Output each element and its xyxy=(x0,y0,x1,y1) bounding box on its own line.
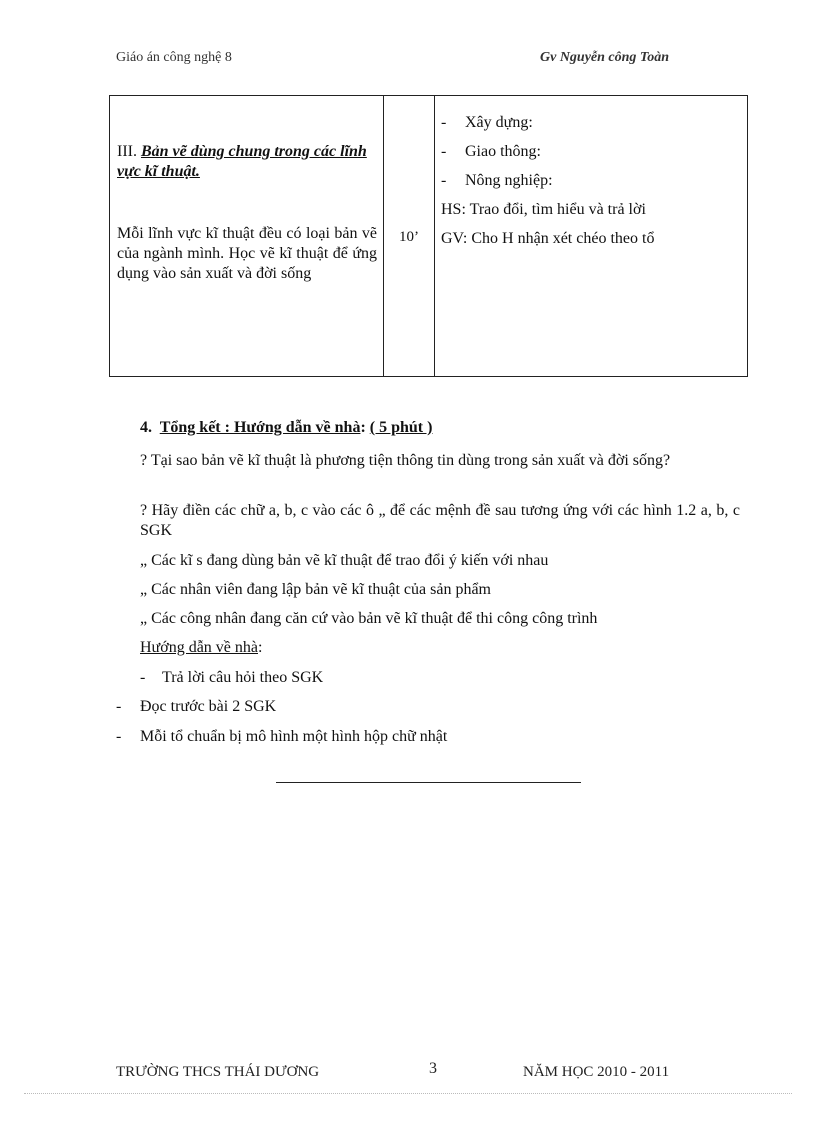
footer-school: TRƯỜNG THCS THÁI DƯƠNG xyxy=(116,1064,320,1080)
gv-line: GV: Cho H nhận xét chéo theo tổ xyxy=(441,230,655,247)
header-left: Giáo án công nghệ 8 xyxy=(116,50,232,65)
hs-line: HS: Trao đổi, tìm hiểu và trả lời xyxy=(441,201,646,218)
activity-item: - Xây dựng: xyxy=(441,114,533,131)
activity-item: - Nông nghiệp: xyxy=(441,172,553,189)
activity-cell xyxy=(435,96,748,377)
question-1: ? Tại sao bản vẽ kĩ thuật là phương tiện thông tin dùng trong sản xuất và đời sống? xyxy=(140,452,671,469)
home-item: - Mỗi tổ chuẩn bị mô hình một hình hộp chữ nhật xyxy=(116,728,448,745)
bullet-item: „ Các kĩ s đang dùng bản vẽ kĩ thuật để trao đổi ý kiến với nhau xyxy=(140,552,549,569)
footer-year: NĂM HỌC 2010 - 2011 xyxy=(523,1064,670,1080)
section-heading xyxy=(117,142,377,182)
home-item: - Trả lời câu hỏi theo SGK xyxy=(140,669,324,686)
page-bottom-border xyxy=(24,1093,792,1094)
summary-title: 4. Tổng kết : Hướng dẫn về nhà: ( 5 phút ) xyxy=(140,419,433,436)
home-title: Hướng dẫn về nhà: xyxy=(140,639,263,656)
bullet-item: „ Các nhân viên đang lập bản vẽ kĩ thuật của sản phẩm xyxy=(140,581,491,598)
lesson-table xyxy=(109,95,748,377)
section-number: III. xyxy=(117,143,137,160)
table-row xyxy=(110,96,748,377)
bullet-item: „ Các công nhân đang căn cứ vào bản vẽ kĩ thuật để thi công công trình xyxy=(140,610,598,627)
header-right: Gv Nguyễn công Toàn xyxy=(540,50,669,65)
time-cell xyxy=(384,96,435,377)
question-2: ? Hãy điền các chữ a, b, c vào các ô „ để các mệnh đề sau tương ứng với các hình 1.2 a, b, c SGK xyxy=(140,502,740,539)
activity-item: - Giao thông: xyxy=(441,143,541,160)
divider-line xyxy=(276,782,581,783)
section-title: Bản vẽ dùng chung trong các lĩnh vực kĩ thuật. xyxy=(117,143,367,180)
section-body: Mỗi lĩnh vực kĩ thuật đều có loại bản vẽ của ngành mình. Học vẽ kĩ thuật để ứng dụng vào sản xuất và đời sống xyxy=(117,225,377,282)
time-value: 10’ xyxy=(399,229,419,245)
home-item: - Đọc trước bài 2 SGK xyxy=(116,698,277,715)
page-number: 3 xyxy=(429,1060,437,1077)
content-cell xyxy=(110,96,384,377)
